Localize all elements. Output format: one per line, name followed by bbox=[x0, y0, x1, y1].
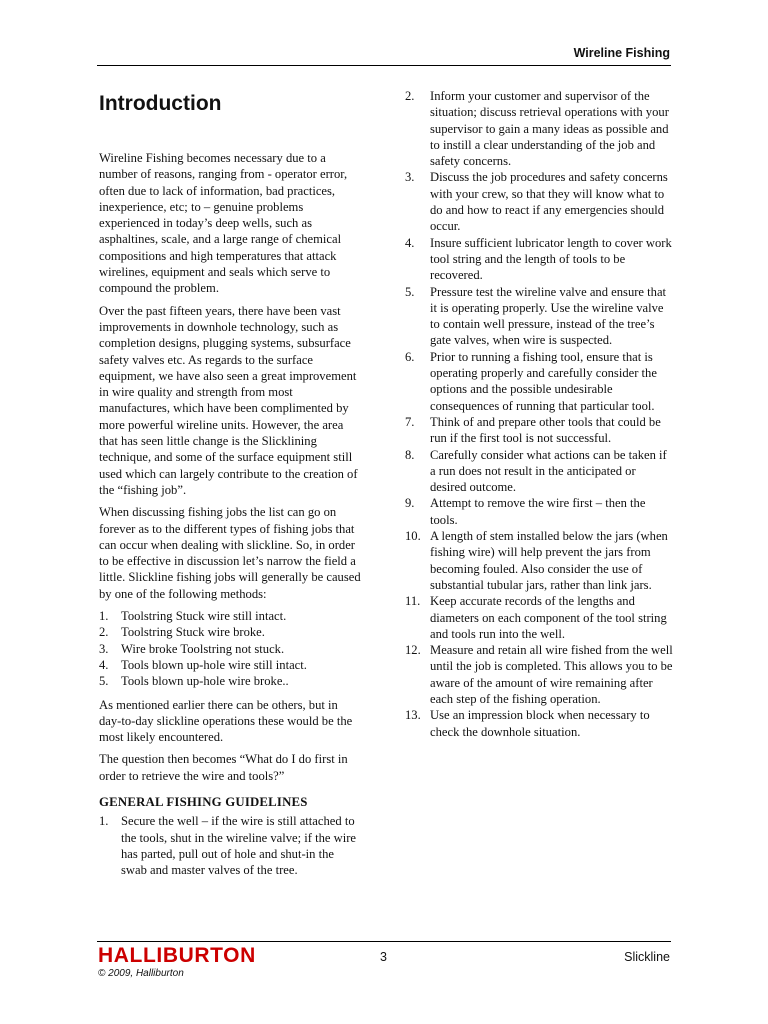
list-item: 10. A length of stem installed below the jars (when fishing wire) will help prevent the jars from becoming fouled. Also consider the use of substantial tubular jars, rather than link jars. bbox=[405, 529, 668, 592]
list-item: 12. Measure and retain all wire fished from the well until the job is completed. This allows you to be aware of the amount of wire remaining after each step of the fishing operation. bbox=[405, 643, 673, 706]
footer-divider bbox=[97, 941, 671, 942]
list-item: 4. Tools blown up-hole wire still intact. bbox=[99, 657, 307, 672]
footer-section-label: Slickline bbox=[624, 950, 670, 964]
list-item: 1. Secure the well – if the wire is still attached to the tools, shut in the wireline valve; if the wire has parted, pull out of hole and shut-in the swab and master valves of the tree. bbox=[99, 814, 357, 878]
methods-list bbox=[99, 608, 361, 689]
list-item: 2. Inform your customer and supervisor of the situation; discuss retrieval operations with your supervisor to gain a many ideas as possible and to instill a clear understanding of the job and safety concerns. bbox=[405, 89, 669, 169]
list-item: 5. Tools blown up-hole wire broke.. bbox=[99, 674, 289, 689]
guidelines-list bbox=[99, 813, 361, 878]
halliburton-logo: HALLIBURTON bbox=[98, 944, 256, 967]
paragraph: When discussing fishing jobs the list can go on forever as to the different types of fishing jobs that can occur when dealing with slickline. So, in order to be effective in discussion let’s narrow the field a little. Slickline fishing jobs will generally be caused by one of the following methods: bbox=[99, 505, 361, 601]
section-heading: Introduction bbox=[99, 92, 222, 115]
list-item: 1. Toolstring Stuck wire still intact. bbox=[99, 609, 287, 624]
list-item: 11. Keep accurate records of the lengths and diameters on each component of the tool string and tools run into the well. bbox=[405, 594, 667, 641]
list-item: 5. Pressure test the wireline valve and ensure that it is operating properly. Use the wireline valve to contain well pressure, instead of the tree’s gate valves, when wire is suspected. bbox=[405, 284, 667, 348]
paragraph: The question then becomes “What do I do first in order to retrieve the wire and tools?” bbox=[99, 752, 348, 783]
paragraph: As mentioned earlier there can be others, but in day-to-day slickline operations these would be the most likely encountered. bbox=[99, 697, 353, 745]
paragraph: Wireline Fishing becomes necessary due to a number of reasons, ranging from - operator error, often due to lack of information, bad practices, inexperience, etc; to – genuine problems experienced in today’s deep wells, such as asphaltines, scale, and a large range of chemical compositions and high temperatures that attack wirelines, equipment and seals which serve to compound the problem. bbox=[99, 151, 348, 296]
list-item: 3. Wire broke Toolstring not stuck. bbox=[99, 641, 285, 656]
list-item: 6. Prior to running a fishing tool, ensure that is operating properly and carefully consider the options and the possible undesirable consequences of running that particular tool. bbox=[405, 349, 657, 413]
list-item: 2. Toolstring Stuck wire broke. bbox=[99, 625, 265, 640]
list-item: 4. Insure sufficient lubricator length to cover work tool string and the length of tools to be recovered. bbox=[405, 235, 672, 283]
copyright-notice: © 2009, Halliburton bbox=[98, 968, 184, 979]
right-column bbox=[405, 88, 675, 747]
guidelines-list-continued bbox=[405, 88, 675, 740]
header-divider bbox=[97, 65, 671, 66]
left-column bbox=[99, 86, 361, 885]
subsection-heading: GENERAL FISHING GUIDELINES bbox=[99, 794, 308, 809]
page-number: 3 bbox=[380, 950, 387, 964]
list-item: 13. Use an impression block when necessary to check the downhole situation. bbox=[405, 708, 650, 739]
list-item: 8. Carefully consider what actions can be taken if a run does not result in the anticipated or desired outcome. bbox=[405, 447, 667, 495]
list-item: 9. Attempt to remove the wire first – then the tools. bbox=[405, 496, 646, 527]
list-item: 3. Discuss the job procedures and safety concerns with your crew, so that they will know what to do and how to react if any emergencies should occur. bbox=[405, 170, 668, 234]
running-header: Wireline Fishing bbox=[573, 46, 670, 60]
list-item: 7. Think of and prepare other tools that could be run if the first tool is not successful. bbox=[405, 414, 661, 446]
paragraph: Over the past fifteen years, there have been vast improvements in downhole technology, such as completion designs, plugging systems, subsurface safety valves etc. As regards to the surface equipment, we have also seen a great improvement in wire quality and strength from most manufactures, which have been complimented by more powerful wireline units. However, the area that has seen little change is the Slicklining technique, and some of the surface equipment still used which can largely contribute to the creation of the “fishing job”. bbox=[99, 303, 358, 497]
